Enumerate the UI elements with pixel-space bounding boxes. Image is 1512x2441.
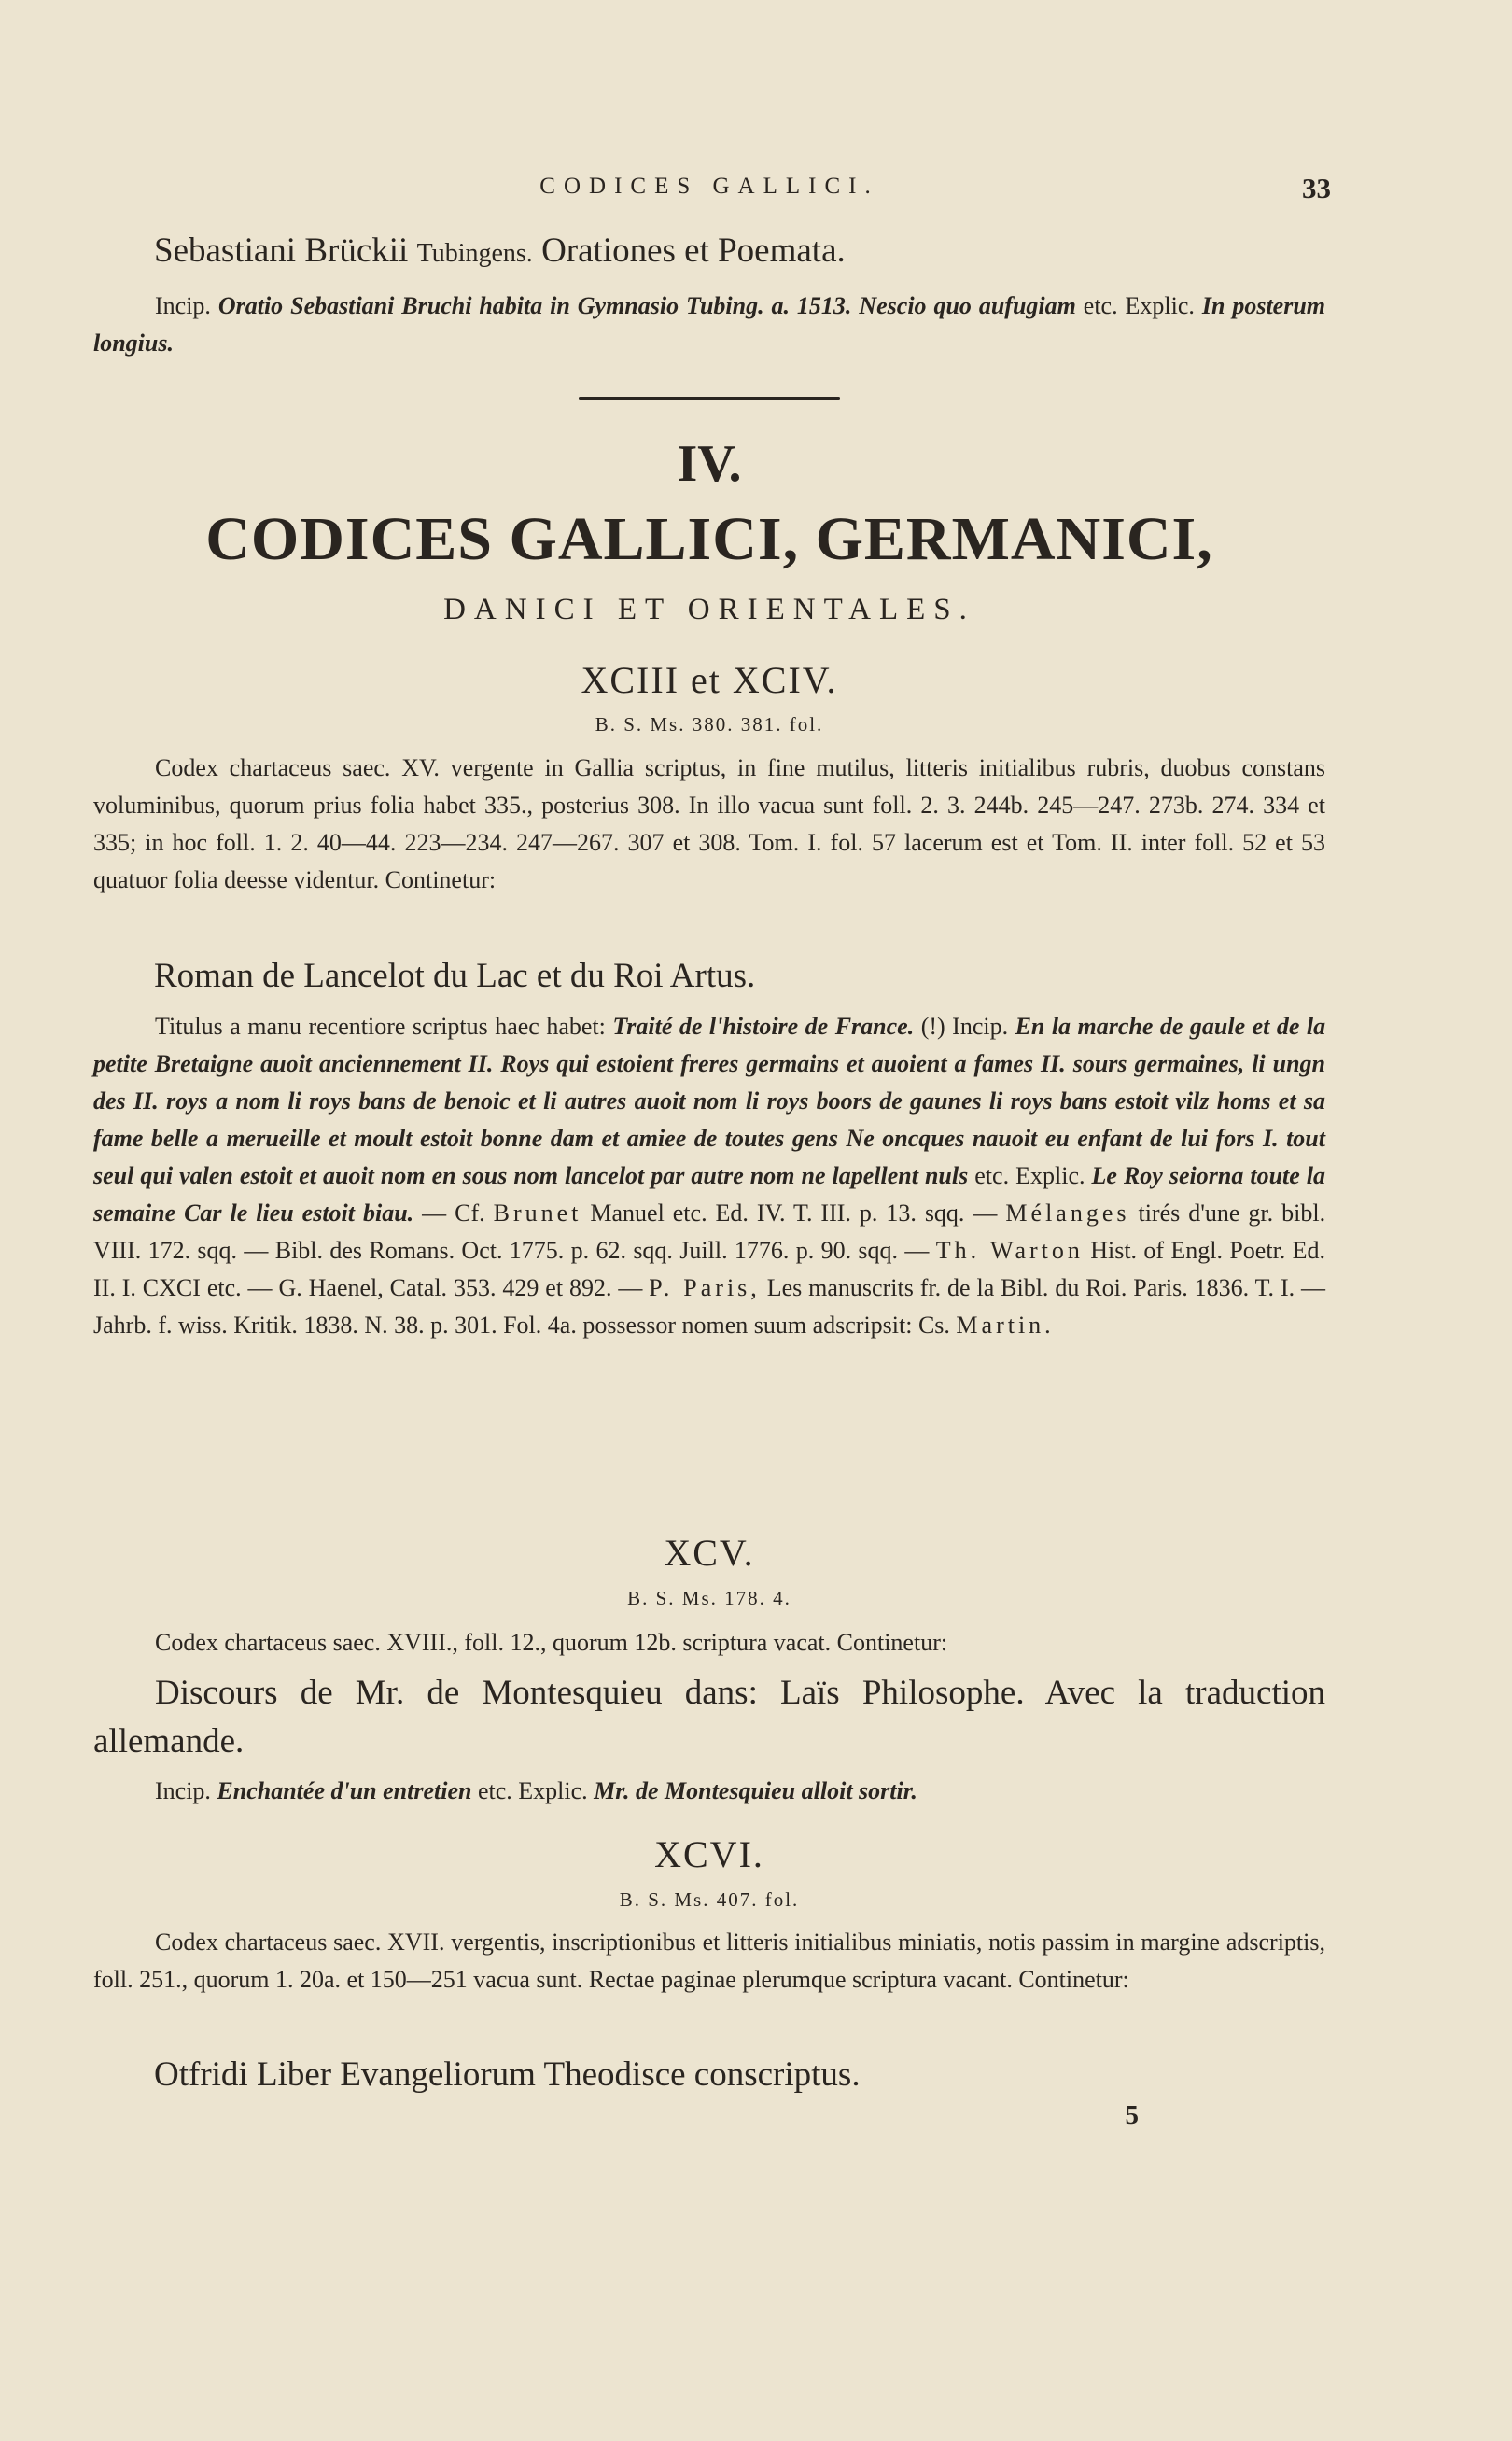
explic-label: Explic. [518, 1777, 588, 1804]
brucki-entry [154, 227, 1325, 278]
ref-paris: P. Paris, [649, 1274, 761, 1301]
codex-95-work [93, 1669, 1325, 1766]
section-rule [579, 397, 840, 400]
running-head-title: CODICES GALLICI. [539, 174, 879, 199]
codex-96-shelfmark: B. S. Ms. 407. fol. [619, 1888, 800, 1911]
brucki-title [154, 227, 1325, 278]
codex-95-work-title: Discours de Mr. de Montesquieu dans: Laïs Philosophe. Avec la traduction allemande. [93, 1674, 1325, 1761]
explic-label: Explic. [1015, 1162, 1085, 1189]
brucki-title-main: Sebastiani Brückii [154, 231, 409, 270]
brucki-title-small: Tubingens. [416, 239, 533, 268]
signature-mark: 5 [1125, 2100, 1139, 2130]
explic-text: In posterum longius. [93, 292, 1326, 357]
section-subtitle: DANICI ET ORIENTALES. [443, 593, 975, 626]
ref-martin: Martin. [956, 1312, 1055, 1339]
codex-95-incipit [93, 1773, 1325, 1810]
incip-tail: etc. [1083, 292, 1118, 319]
codex-96-work-title: Otfridi Liber Evangeliorum Theodisce conscriptus. [154, 2055, 861, 2094]
refs-3: tirés d'une gr. bibl. VIII. 172. sqq. — Bibl. des Romans. Oct. 1775. p. 62. sqq. Juill. 1776. p. 90. sqq. — [93, 1199, 1326, 1264]
codex-96-description [93, 1924, 1325, 1999]
refs-4: Hist. of Engl. Poetr. Ed. II. I. CXCI etc. — G. Haenel, Catal. 353. 429 et 892. — [93, 1237, 1326, 1301]
codex-96-number: XCVI. [654, 1833, 764, 1875]
codex-93-94-number: XCIII et XCIV. [581, 659, 838, 701]
codex-95-number: XCV. [664, 1532, 755, 1574]
explic-label: Explic. [1125, 292, 1195, 319]
ref-warton: Th. Warton [935, 1237, 1084, 1264]
incip-text: Oratio Sebastiani Bruchi habita in Gymnasio Tubing. a. 1513. Nescio quo aufugiam [217, 292, 1076, 319]
incip-text: Enchantée d'un entretien [217, 1777, 472, 1804]
refs-2: Manuel etc. Ed. IV. T. III. p. 13. sqq. — [590, 1199, 998, 1227]
section-title: CODICES GALLICI, GERMANICI, [205, 505, 1213, 573]
codex-95-description [93, 1624, 1325, 1662]
titulus-text: Titulus a manu recentiore scriptus haec habet: [155, 1013, 606, 1040]
titulus-ital: Traité de l'histoire de France. [612, 1013, 915, 1040]
incip-label: Incip. [155, 292, 211, 319]
incip-label: Incip. [952, 1013, 1009, 1040]
titulus-mark: (!) [920, 1013, 945, 1040]
page-number: 33 [1302, 172, 1331, 204]
running-head [93, 172, 1331, 211]
ref-brunet: Brunet [493, 1199, 582, 1227]
refs-5: Les manuscrits fr. de la Bibl. du Roi. Paris. 1836. T. I. — Jahrb. f. wiss. Kritik. 1838. N. 38. p. 301. Fol. 4a. possessor nomen suum adscripsit: Cs. [93, 1274, 1326, 1339]
document-page [93, 0, 1331, 2441]
incip-tail: etc. [974, 1162, 1010, 1189]
brucki-title-rest: Orationes et Poemata. [541, 231, 846, 270]
incip-tail: etc. [477, 1777, 512, 1804]
codex-93-94-description [93, 750, 1325, 899]
brucki-incipit [93, 288, 1325, 362]
section-roman-numeral: IV. [677, 435, 742, 493]
explic-text: Le Roy seiorna toute la semaine Car le lieu estoit biau. [93, 1162, 1326, 1227]
incip-text: En la marche de gaule et de la petite Bretaigne auoit anciennement II. Roys qui estoient freres germains et auoient a fames II. sours germaines, li ungn des II. roys a nom li roys bans de benoic et li autres auoit nom li roys boors de gaunes li roys bans estoit vilz homs et sa fame belle a merueille et moult estoit bonne dam et amiee de toutes gens Ne oncques nauoit eu enfant de lui fors I. tout seul qui valen estoit et auoit nom en sous nom lancelot par autre nom ne lapellent nuls [93, 1013, 1326, 1189]
codex-93-94-shelfmark: B. S. Ms. 380. 381. fol. [595, 713, 824, 736]
codex-93-94-work-title: Roman de Lancelot du Lac et du Roi Artus. [154, 957, 756, 995]
codex-93-94-body [93, 1008, 1325, 1344]
codex-96-description-text: Codex chartaceus saec. XVII. vergentis, inscriptionibus et litteris initialibus miniatis, notis passim in margine adscriptis, foll. 251., quorum 1. 20a. et 150—251 vacua sunt. Rectae paginae plerumque scriptura vacant. Continetur: [93, 1929, 1325, 1993]
codex-95-shelfmark: B. S. Ms. 178. 4. [627, 1587, 791, 1609]
explic-text: Mr. de Montesquieu alloit sortir. [594, 1777, 917, 1804]
ref-melanges: Mélanges [1005, 1199, 1130, 1227]
codex-95-description-text: Codex chartaceus saec. XVIII., foll. 12., quorum 12b. scriptura vacat. Continetur: [155, 1629, 948, 1656]
codex-93-94-description-text: Codex chartaceus saec. XV. vergente in Gallia scriptus, in fine mutilus, litteris initialibus rubris, duobus constans voluminibus, quorum prius folia habet 335., posterius 308. In illo vacua sunt foll. 2. 3. 244b. 245—247. 273b. 274. 334 et 335; in hoc foll. 1. 2. 40—44. 223—234. 247—267. 307 et 308. Tom. I. fol. 57 lacerum est et Tom. II. inter foll. 52 et 53 quatuor folia deesse videntur. Continetur: [93, 754, 1325, 893]
incip-label: Incip. [155, 1777, 211, 1804]
refs-1: — Cf. [422, 1199, 485, 1227]
